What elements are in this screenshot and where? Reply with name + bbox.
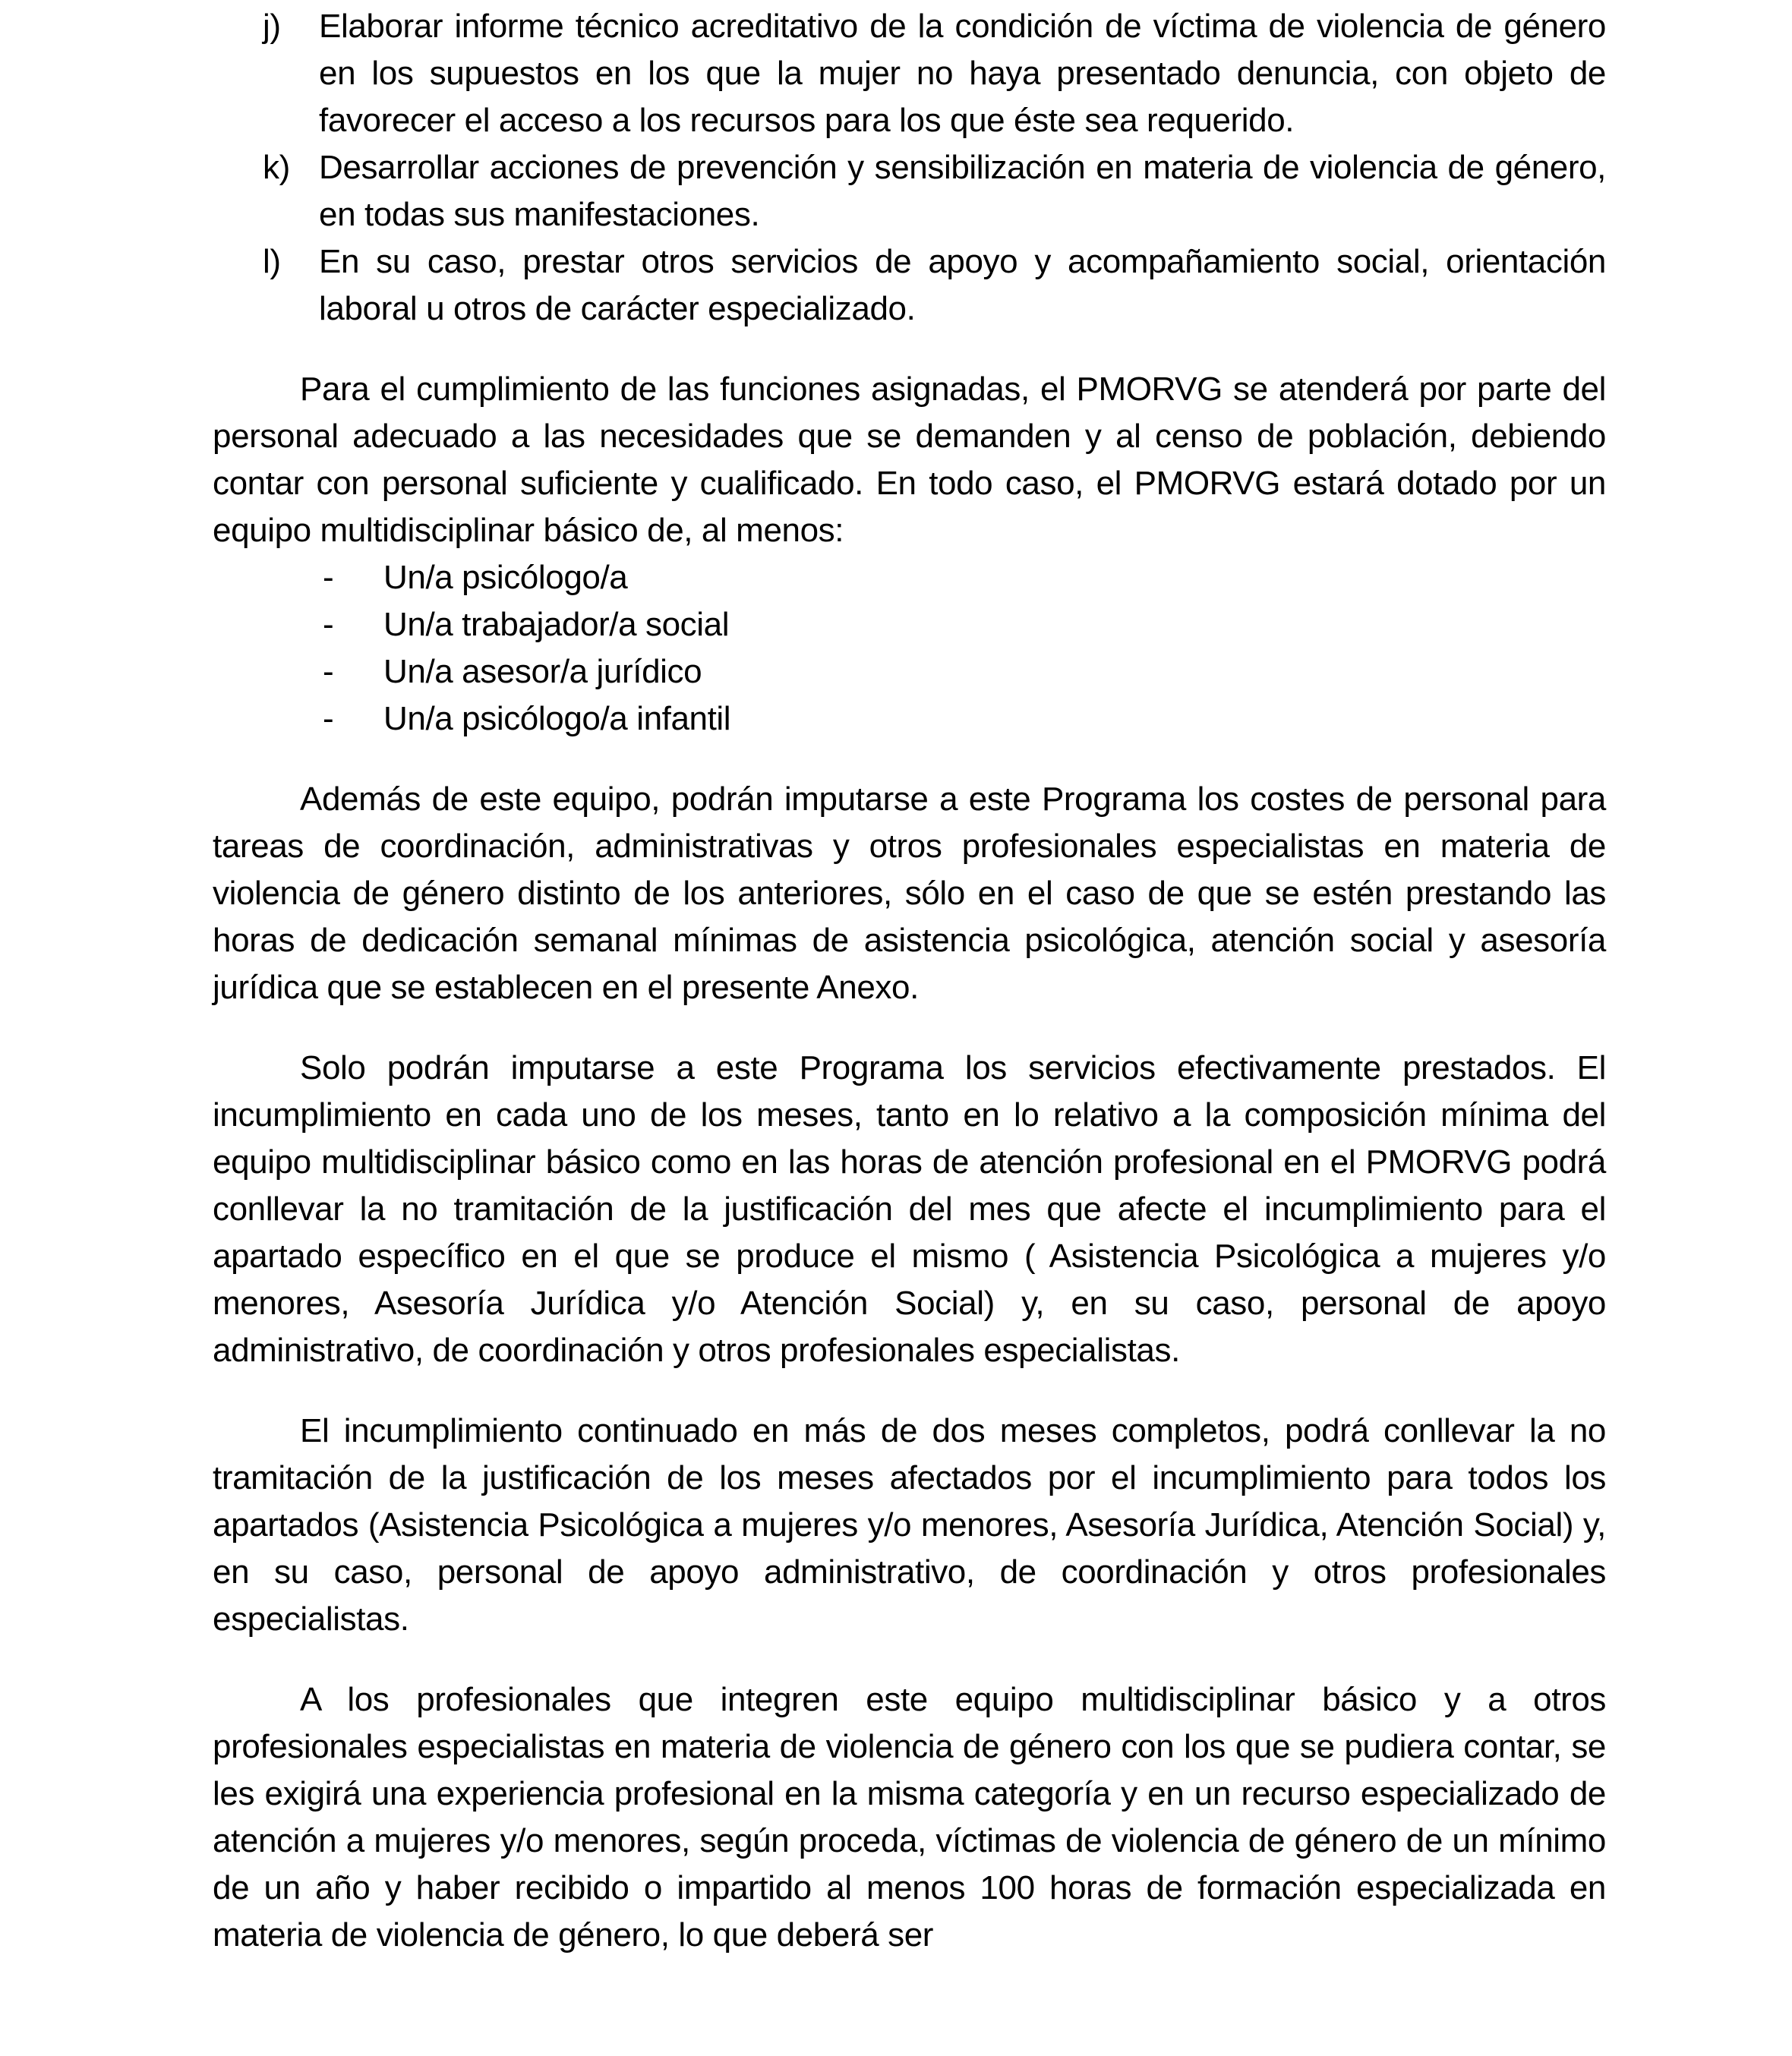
lettered-list [213,3,1606,333]
paragraph-ademas-equipo: Además de este equipo, podrán imputarse a este Programa los costes de personal para tareas de coordinación, administrativas y otros profesionales especialistas en materia de violencia de género distinto de los anteriores, sólo en el caso de que se estén prestando las horas de dedicación semanal mínimas de asistencia psicológica, atención social y asesoría jurídica que se establecen en el presente Anexo. [213,780,1606,1006]
paragraph-profesionales-experiencia: A los profesionales que integren este equipo multidisciplinar básico y a otros profesionales especialistas en materia de violencia de género con los que se pudiera contar, se les exigirá una experiencia profesional en la misma categoría y en un recurso especializado de atención a mujeres y/o menores, según proceda, víctimas de violencia de género de un mínimo de un año y haber recibido o impartido al menos 100 horas de formación especializada en materia de violencia de género, lo que deberá ser [213,1681,1606,1954]
bullet-item-asesor-juridico-text: Un/a asesor/a jurídico [383,653,702,690]
bullet-item-asesor-juridico [213,648,1606,695]
list-marker-k: k) [263,149,290,186]
bullet-item-trabajador-social-text: Un/a trabajador/a social [383,606,730,643]
bullet-item-trabajador-social [213,601,1606,648]
paragraph-cumplimiento: Para el cumplimiento de las funciones asignadas, el PMORVG se atenderá por parte del personal adecuado a las necesidades que se demanden y al censo de población, debiendo contar con personal suficiente y cualificado. En todo caso, el PMORVG estará dotado por un equipo multidisciplinar básico de, al menos: [213,371,1606,549]
list-marker-l: l) [263,243,281,280]
list-marker-j: j) [263,8,281,45]
list-item-l-text: En su caso, prestar otros servicios de apoyo y acompañamiento social, orientación laboral u otros de carácter especializado. [319,243,1606,327]
bullet-item-psicologo [213,554,1606,601]
list-item-j-text: Elaborar informe técnico acreditativo de la condición de víctima de violencia de género en los supuestos en los que la mujer no haya presentado denuncia, con objeto de favorecer el acceso a los recursos para los que éste sea requerido. [319,8,1606,139]
list-item-j [213,3,1606,144]
bullet-dash: - [323,700,334,737]
bullet-item-psicologo-text: Un/a psicólogo/a [383,559,628,596]
list-item-k [213,144,1606,238]
paragraph-solo-podran: Solo podrán imputarse a este Programa los servicios efectivamente prestados. El incumplimiento en cada uno de los meses, tanto en lo relativo a la composición mínima del equipo multidisciplinar básico como en las horas de atención profesional en el PMORVG podrá conllevar la no tramitación de la justificación del mes que afecte el incumplimiento para el apartado específico en el que se produce el mismo ( Asistencia Psicológica a mujeres y/o menores, Asesoría Jurídica y/o Atención Social) y, en su caso, personal de apoyo administrativo, de coordinación y otros profesionales especialistas. [213,1049,1606,1369]
bullet-dash: - [323,606,334,643]
paragraph-incumplimiento-continuado: El incumplimiento continuado en más de dos meses completos, podrá conllevar la no tramitación de la justificación de los meses afectados por el incumplimiento para todos los apartados (Asistencia Psicológica a mujeres y/o menores, Asesoría Jurídica, Atención Social) y, en su caso, personal de apoyo administrativo, de coordinación y otros profesionales especialistas. [213,1412,1606,1638]
bullet-item-psicologo-infantil-text: Un/a psicólogo/a infantil [383,700,731,737]
list-item-l [213,238,1606,333]
bullet-dash: - [323,653,334,690]
team-bullet-list [213,554,1606,743]
list-item-k-text: Desarrollar acciones de prevención y sensibilización en materia de violencia de género, en todas sus manifestaciones. [319,149,1606,233]
bullet-dash: - [323,559,334,596]
bullet-item-psicologo-infantil [213,695,1606,743]
